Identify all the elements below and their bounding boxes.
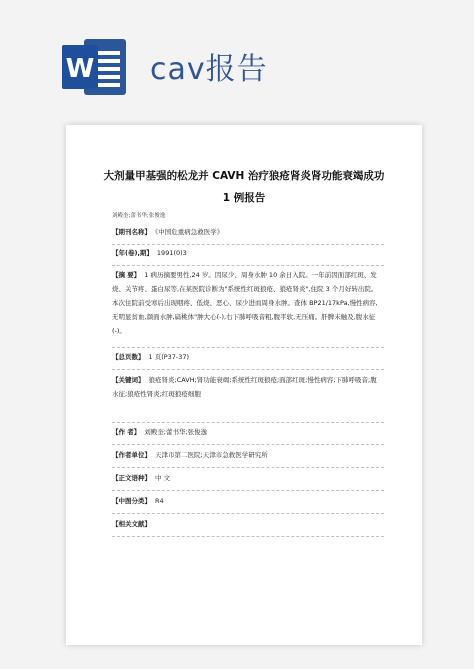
field-pages bbox=[112, 350, 382, 364]
field-label: 【相关文献】 bbox=[112, 520, 151, 528]
field-author bbox=[112, 425, 382, 439]
document-title bbox=[66, 165, 422, 209]
field-label: 【作者单位】 bbox=[112, 451, 151, 459]
field-value: 1 病历摘要男性,24 岁。因尿少、周身水肿 10 余日入院。一年前因面部红斑、发烧、关节疼、蛋白尿等,在某医院诊断为"系统性红斑狼疮、狼疮肾炎",住院 3 个月好转出院。本次住院前受寒后出现咽疼、低烧、恶心、尿少进而周身水肿。查体 BP21/17kPa,慢性病容,无明显贫血,颜面水肿,扁桃体"肿大心(-),右下肺呼吸音粗,腹平软,无压痛。肝脾未触及,腹水征(-)。 bbox=[112, 271, 378, 335]
field-references bbox=[112, 517, 382, 531]
field-value: 刘殿奎;蕾书华;张俊逸 bbox=[144, 428, 208, 436]
field-value: 1 页(P37-37) bbox=[148, 353, 190, 361]
divider bbox=[112, 490, 384, 491]
field-affiliation bbox=[112, 448, 382, 462]
divider bbox=[112, 513, 384, 514]
word-letter: W bbox=[65, 54, 95, 84]
field-value: 《中国危重病急救医学》 bbox=[155, 228, 224, 236]
field-value: 中 文 bbox=[155, 474, 171, 482]
field-label: 【正文语种】 bbox=[112, 474, 151, 482]
field-journal bbox=[112, 225, 382, 239]
word-icon bbox=[62, 37, 128, 97]
document-page bbox=[66, 125, 422, 645]
divider bbox=[112, 444, 384, 445]
header bbox=[0, 0, 474, 110]
divider bbox=[112, 467, 384, 468]
field-value: R4 bbox=[155, 497, 164, 505]
divider bbox=[112, 244, 384, 245]
field-label: 【作 者】 bbox=[112, 428, 141, 436]
field-classification bbox=[112, 494, 382, 508]
field-label: 【中图分类】 bbox=[112, 497, 151, 505]
field-label: 【期刊名称】 bbox=[112, 228, 151, 236]
field-language bbox=[112, 471, 382, 485]
divider bbox=[112, 422, 384, 423]
document-title-line2: 1 例报告 bbox=[222, 192, 266, 204]
document-authors: 刘殿奎;蕾书华;张俊逸 bbox=[112, 213, 166, 219]
divider bbox=[112, 369, 384, 370]
divider bbox=[112, 347, 384, 348]
field-value: 狼疮肾炎;CAVH;肾功能衰竭;系统性红斑狼疮;面部红斑;慢性病容;下肺呼吸音;腹水征;狼疮性肾炎;红斑狼疮细胞 bbox=[112, 376, 377, 398]
field-value: 天津市第二医院;天津市急救医学研究所 bbox=[155, 451, 268, 459]
field-abstract bbox=[112, 268, 382, 338]
field-keywords bbox=[112, 373, 382, 401]
document-title-line1: 大剂量甲基强的松龙并 CAVH 治疗狼疮肾炎肾功能衰竭成功 bbox=[103, 170, 385, 182]
field-label: 【总页数】 bbox=[112, 353, 145, 361]
divider bbox=[112, 536, 384, 537]
field-label: 【关键词】 bbox=[112, 376, 145, 384]
field-label: 【年(卷),期】 bbox=[112, 249, 153, 257]
divider bbox=[112, 265, 384, 266]
field-label: 【摘 要】 bbox=[112, 271, 141, 279]
field-volume bbox=[112, 246, 382, 260]
page-title: cav报告 bbox=[150, 52, 268, 87]
field-value: 1991(0)3 bbox=[156, 249, 187, 257]
